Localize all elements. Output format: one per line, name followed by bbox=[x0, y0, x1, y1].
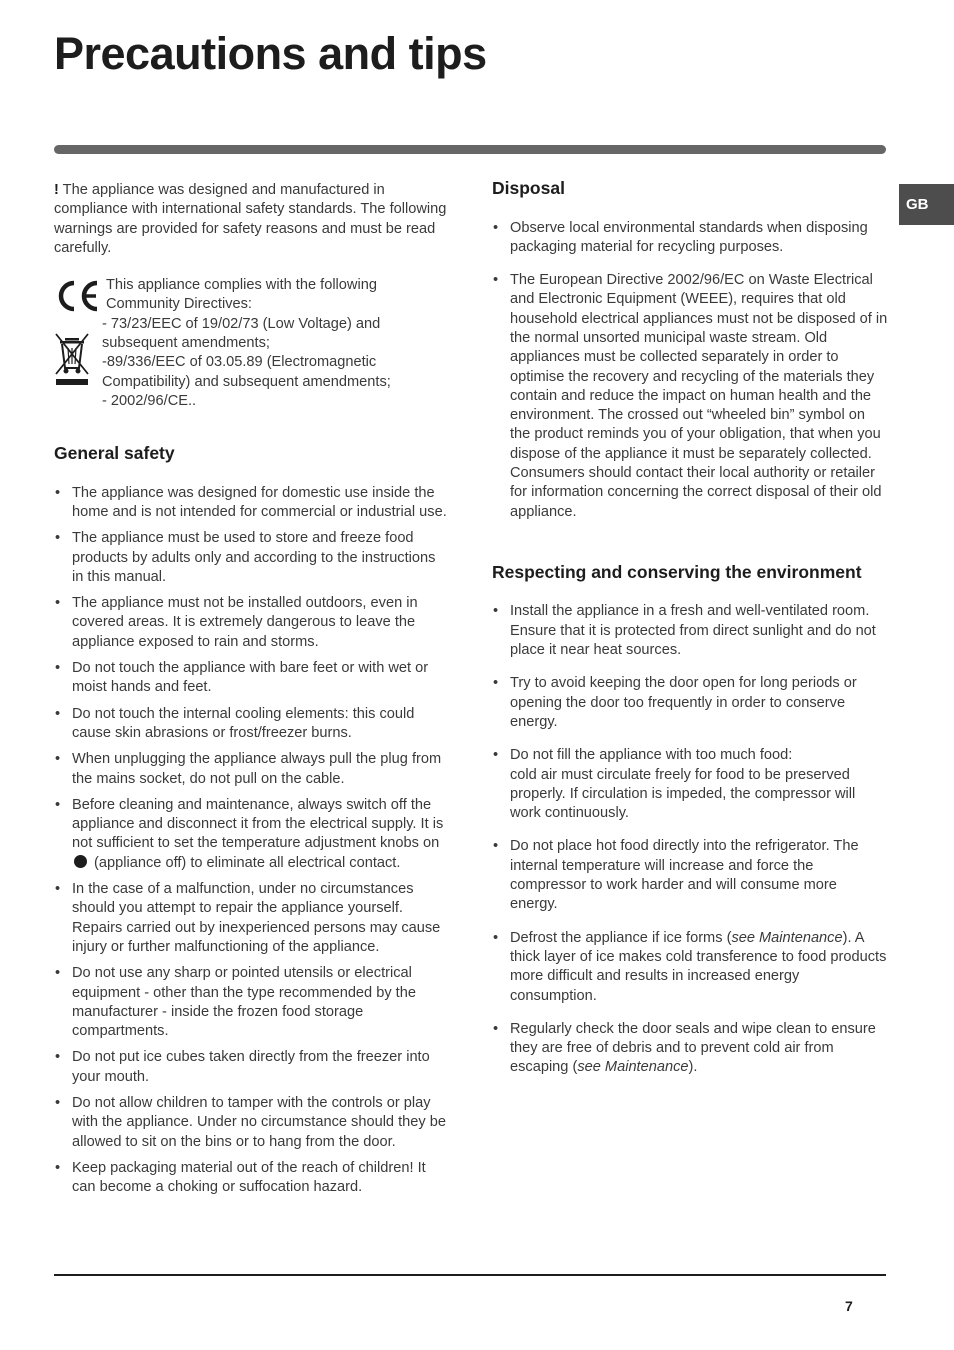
item-text: Before cleaning and maintenance, always switch off the appliance and disconnect it from the electrical supply. It is not sufficient to set the temperature adjustment knobs on bbox=[72, 796, 444, 852]
intro-text: The appliance was designed and manufactured in compliance with international safety standards. The following warnings are provided for safety reasons and must be read carefully. bbox=[54, 182, 447, 256]
right-column bbox=[492, 177, 888, 1078]
item-text: cold air must circulate freely for food to be preserved properly. If circulation is impeded, the compressor will work continuously. bbox=[510, 766, 856, 822]
list-item: • The appliance was designed for domestic use inside the home and is not intended for commercial or industrial use. bbox=[54, 484, 449, 523]
list-item bbox=[492, 746, 888, 823]
header-divider bbox=[54, 145, 886, 154]
directive-line: Community Directives: bbox=[106, 296, 252, 313]
footer-divider bbox=[54, 1274, 886, 1276]
list-item bbox=[492, 929, 888, 1006]
list-item: • Observe local environmental standards when disposing packaging material for recycling purposes. bbox=[492, 219, 888, 258]
directive-line: -89/336/EEC of 03.05.89 (Electromagnetic bbox=[102, 354, 377, 371]
directive-line: - 2002/96/CE.. bbox=[102, 392, 197, 409]
item-text: ). bbox=[688, 1059, 698, 1076]
list-item: • The appliance must be used to store and freeze food products by adults only and according to the instructions in this manual. bbox=[54, 529, 449, 587]
list-item: • When unplugging the appliance always pull the plug from the mains socket, do not pull on the cable. bbox=[54, 750, 449, 789]
item-text: Consumers should contact their local authority or retailer for information concerning the correct disposal of their old appliance. bbox=[510, 465, 882, 520]
ce-mark-icon bbox=[54, 279, 100, 313]
left-column bbox=[54, 181, 449, 1197]
list-item: • Try to avoid keeping the door open for long periods or opening the door too frequently in order to conserve energy. bbox=[492, 674, 888, 732]
directive-line: - 73/23/EEC of 19/02/73 (Low Voltage) and bbox=[102, 315, 381, 332]
general-safety-heading: General safety bbox=[54, 443, 175, 464]
item-text: Regularly check the door seals and wipe clean to ensure they are free of debris and to prevent cold air from escaping ( bbox=[510, 1020, 876, 1076]
warning-mark: ! bbox=[54, 182, 59, 198]
list-item bbox=[492, 271, 888, 522]
directive-line: This appliance complies with the following bbox=[106, 277, 377, 294]
list-item: • Do not use any sharp or pointed utensils or electrical equipment - other than the type recommended by the manufacturer - inside the frozen food storage compartments. bbox=[54, 964, 449, 1041]
item-text: (appliance off) to eliminate all electrical contact. bbox=[90, 854, 401, 871]
item-text: Do not fill the appliance with too much food: bbox=[510, 747, 793, 764]
certification-block bbox=[54, 276, 449, 408]
list-item: • Keep packaging material out of the reach of children! It can become a choking or suffocation hazard. bbox=[54, 1159, 449, 1198]
disposal-list bbox=[492, 219, 888, 522]
item-text: ). A thick layer of ice makes cold transference to food products more difficult and results in increased energy consumption. bbox=[510, 929, 887, 1004]
list-item: • Do not touch the internal cooling elements: this could cause skin abrasions or frost/freezer burns. bbox=[54, 705, 449, 744]
list-item bbox=[54, 796, 449, 873]
general-safety-list bbox=[54, 484, 449, 1198]
list-item: • The appliance must not be installed outdoors, even in covered areas. It is extremely dangerous to leave the appliance exposed to rain and storms. bbox=[54, 594, 449, 652]
intro-paragraph bbox=[54, 181, 449, 258]
directive-line: subsequent amendments; bbox=[102, 335, 270, 352]
list-item: • Do not touch the appliance with bare feet or with wet or moist hands and feet. bbox=[54, 659, 449, 698]
list-item: • In the case of a malfunction, under no circumstances should you attempt to repair the appliance yourself. Repairs carried out by inexperienced persons may cause injury or further malfunctioning of the appliance. bbox=[54, 880, 449, 957]
item-text: The European Directive 2002/96/EC on Waste Electrical and Electronic Equipment (WEEE), requires that old household electrical appliances must not be disposed of in the normal unsorted municipal waste stream. Old appliances must be collected separately in order to optimise the recovery and recycling of the materials they contain and reduce the impact on human health and the environment. The crossed out “wheeled bin” symbol on the product reminds you of your obligation, that when you dispose of the appliance it must be separately collected. bbox=[510, 272, 888, 462]
page-title: Precautions and tips bbox=[54, 28, 487, 79]
list-item: • Do not place hot food directly into the refrigerator. The internal temperature will increase and force the compressor to work harder and will consume more energy. bbox=[492, 837, 888, 914]
page-number: 7 bbox=[845, 1298, 853, 1314]
list-item bbox=[492, 1020, 888, 1078]
item-text: Defrost the appliance if ice forms ( bbox=[510, 929, 732, 946]
list-item: • Do not allow children to tamper with the controls or play with the appliance. Under no circumstance should they be allowed to sit on the bins or to hang from the door. bbox=[54, 1094, 449, 1152]
cross-reference: see Maintenance bbox=[731, 929, 843, 946]
disposal-heading: Disposal bbox=[492, 178, 565, 198]
list-item: • Do not put ice cubes taken directly from the freezer into your mouth. bbox=[54, 1048, 449, 1087]
directives-text bbox=[102, 276, 442, 411]
directive-line: Compatibility) and subsequent amendments; bbox=[102, 373, 391, 390]
environment-list bbox=[492, 602, 888, 1077]
crossed-out-wheeled-bin-icon bbox=[54, 332, 90, 388]
language-tab: GB bbox=[899, 184, 954, 225]
list-item: • Install the appliance in a fresh and well-ventilated room. Ensure that it is protected from direct sunlight and do not place it near heat sources. bbox=[492, 602, 888, 660]
cross-reference: see Maintenance bbox=[577, 1059, 689, 1076]
environment-heading: Respecting and conserving the environment bbox=[492, 561, 862, 582]
knob-off-icon bbox=[74, 855, 87, 868]
